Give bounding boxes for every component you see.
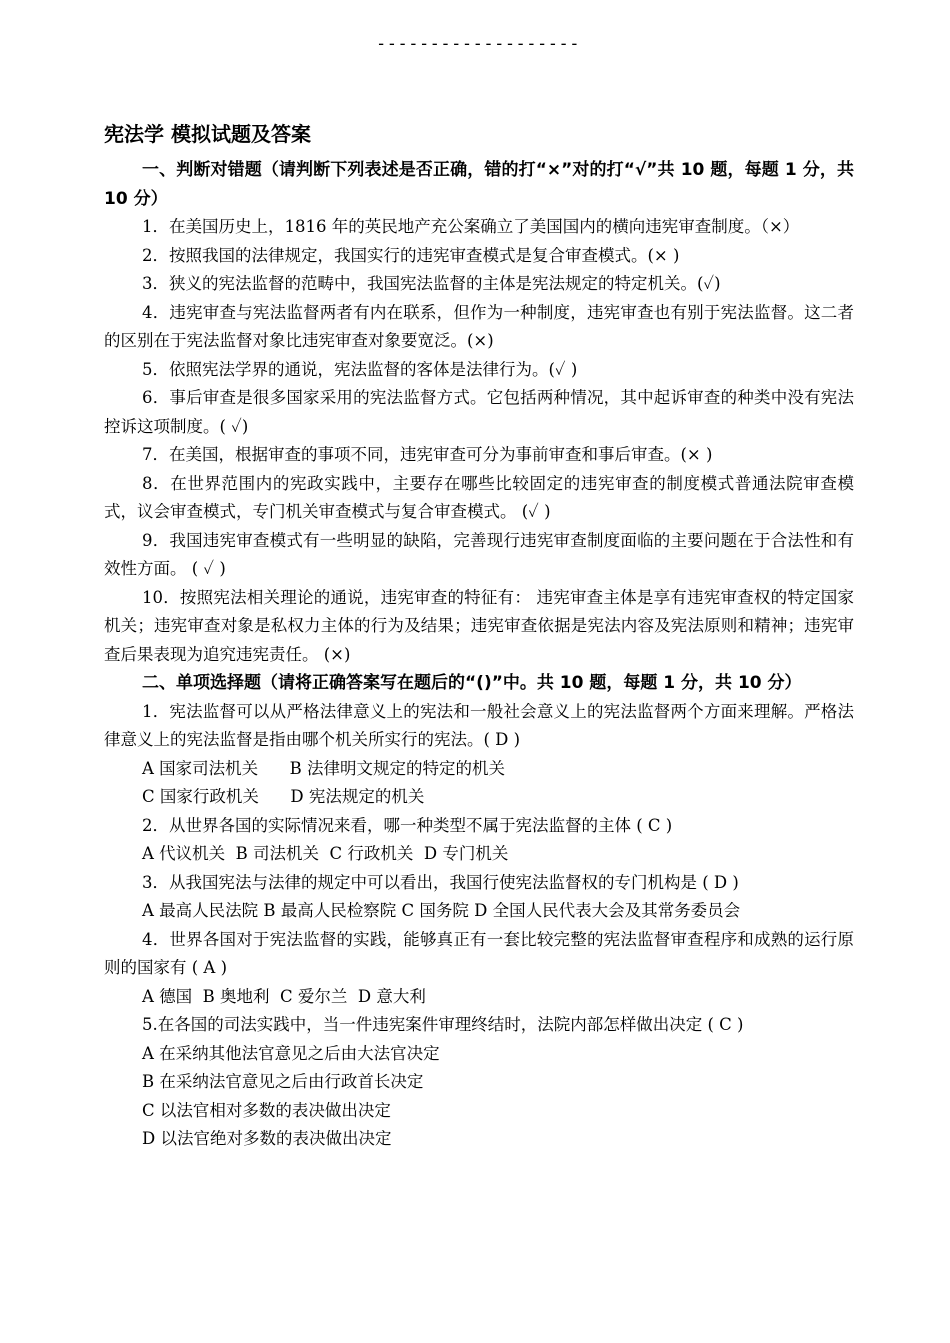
document-body (104, 120, 854, 1154)
header-rule: ------------------- (376, 34, 580, 54)
mc-options: A 国家司法机关 B 法律明文规定的特定的机关 (142, 758, 505, 778)
tf-question: 2．按照我国的法律规定，我国实行的违宪审查模式是复合审查模式。(× ) (142, 245, 680, 265)
tf-question: 1．在美国历史上，1816 年的英民地产充公案确立了美国国内的横向违宪审查制度。（×） (142, 217, 800, 236)
mc-options: C 国家行政机关 D 宪法规定的机关 (142, 787, 425, 806)
mc-options: A 代议机关 B 司法机关 C 行政机关 D 专门机关 (142, 844, 509, 863)
tf-question: 9．我国违宪审查模式有一些明显的缺陷，完善现行违宪审查制度面临的主要问题在于合法性和有效性方面。 ( ✓ ) (104, 530, 854, 578)
mc-option: D 以法官绝对多数的表决做出决定 (142, 1129, 392, 1148)
mc-option: C 以法官相对多数的表决做出决定 (142, 1100, 391, 1120)
tf-question: 3．狭义的宪法监督的范畴中，我国宪法监督的主体是宪法规定的特定机关。(✓) (142, 274, 721, 293)
tf-question: 4．违宪审查与宪法监督两者有内在联系，但作为一种制度，违宪审查也有别于宪法监督。这二者的区别在于宪法监督对象比违宪审查对象要宽泛。(×) (104, 302, 854, 350)
mc-question-stem: 2．从世界各国的实际情况来看，哪一种类型不属于宪法监督的主体 ( C ) (142, 815, 673, 835)
mc-option: A 在采纳其他法官意见之后由大法官决定 (142, 1043, 440, 1063)
tf-question: 8．在世界范围内的宪政实践中，主要存在哪些比较固定的违宪审查的制度模式普通法院审查模式，议会审查模式，专门机关审查模式与复合审查模式。 (✓ ) (104, 473, 854, 521)
tf-question: 6．事后审查是很多国家采用的宪法监督方式。它包括两种情况，其中起诉审查的种类中没有宪法控诉这项制度。( ✓) (104, 388, 854, 436)
section-2-heading: 二、单项选择题（请将正确答案写在题后的“()”中。共 10 题，每题 1 分，共 10 分） (142, 673, 802, 693)
document-title: 宪法学 模拟试题及答案 (104, 122, 311, 146)
section-1-heading: 一、判断对错题（请判断下列表述是否正确，错的打“×”对的打“√”共 10 题，每题 1 分，共 10 分） (104, 160, 854, 209)
tf-question: 10．按照宪法相关理论的通说，违宪审查的特征有： 违宪审查主体是享有违宪审查权的特定国家机关；违宪审查对象是私权力主体的行为及结果；违宪审查依据是宪法内容及宪法原则和精神；违宪审查后果表现为追究违宪责任。 (×) (104, 587, 854, 664)
mc-option: B 在采纳法官意见之后由行政首长决定 (142, 1072, 424, 1091)
mc-question-stem: 5.在各国的司法实践中，当一件违宪案件审理终结时，法院内部怎样做出决定 ( C ) (142, 1015, 744, 1034)
mc-question-stem: 1．宪法监督可以从严格法律意义上的宪法和一般社会意义上的宪法监督两个方面来理解。严格法律意义上的宪法监督是指由哪个机关所实行的宪法。( D ) (104, 701, 854, 749)
mc-options: A 德国 B 奥地利 C 爱尔兰 D 意大利 (142, 986, 426, 1006)
tf-question: 7．在美国，根据审查的事项不同，违宪审查可分为事前审查和事后审查。(× ) (142, 445, 713, 464)
mc-options: A 最高人民法院 B 最高人民检察院 C 国务院 D 全国人民代表大会及其常务委员会 (142, 901, 741, 920)
mc-question-stem: 4．世界各国对于宪法监督的实践，能够真正有一套比较完整的宪法监督审查程序和成熟的运行原则的国家有 ( A ) (104, 929, 854, 977)
tf-question: 5．依照宪法学界的通说，宪法监督的客体是法律行为。(✓ ) (142, 359, 578, 379)
mc-question-stem: 3．从我国宪法与法律的规定中可以看出，我国行使宪法监督权的专门机构是 ( D ) (142, 872, 739, 892)
